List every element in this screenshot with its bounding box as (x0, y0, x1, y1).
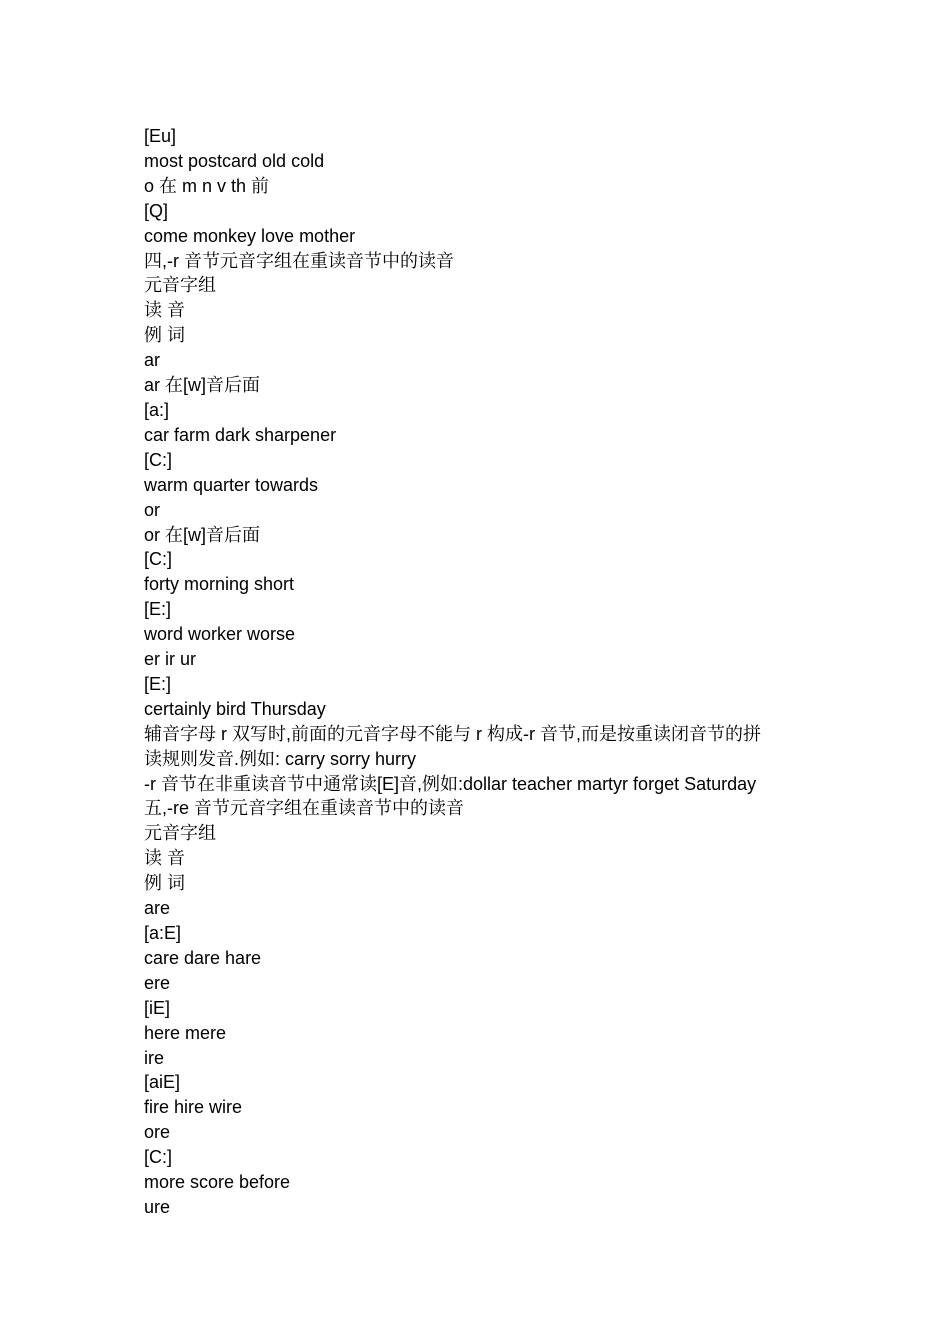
phonetic-label: [Q] (144, 200, 169, 221)
paragraph-line: -r 音节在非重读音节中通常读[E]音,例如:dollar teacher martyr forget Saturday (144, 773, 757, 794)
example-words: forty morning short (144, 574, 295, 595)
paragraph-line: 读规则发音.例如: carry sorry hurry (144, 748, 417, 769)
vowel-group: are (144, 898, 171, 919)
vowel-group: ire (144, 1047, 165, 1068)
vowel-group: or (144, 499, 161, 520)
example-words: here mere (144, 1022, 227, 1043)
vowel-group: er ir ur (144, 649, 197, 670)
section-heading: 五,-re 音节元音字组在重读音节中的读音 (144, 798, 464, 819)
example-words: come monkey love mother (144, 225, 356, 246)
phonetic-label: [aiE] (144, 1072, 181, 1093)
example-words: fire hire wire (144, 1097, 243, 1118)
phonetic-label: [a:] (144, 399, 170, 420)
phonetic-label: [C:] (144, 549, 173, 570)
column-header-examples: 例 词 (144, 325, 186, 346)
phonetic-label: [C:] (144, 449, 173, 470)
phonetic-label: [E:] (144, 673, 172, 694)
example-words: word worker worse (144, 624, 296, 645)
phonetic-label: [C:] (144, 1147, 173, 1168)
column-header-pronunciation: 读 音 (144, 848, 186, 869)
rule-note: o 在 m n v th 前 (144, 175, 270, 196)
example-words: most postcard old cold (144, 150, 325, 171)
vowel-group: ere (144, 972, 171, 993)
example-words: more score before (144, 1172, 291, 1193)
column-header-examples: 例 词 (144, 873, 186, 894)
example-words: car farm dark sharpener (144, 424, 337, 445)
phonetic-label: [a:E] (144, 923, 182, 943)
vowel-group: ar (144, 350, 161, 371)
example-words: care dare hare (144, 947, 262, 968)
phonetic-label: [iE] (144, 997, 171, 1018)
phonetic-label: [Eu] (144, 126, 177, 146)
example-words: warm quarter towards (144, 474, 319, 495)
vowel-group: ure (144, 1196, 171, 1217)
paragraph-line: 辅音字母 r 双写时,前面的元音字母不能与 r 构成-r 音节,而是按重读闭音节的拼 (144, 723, 761, 744)
rule-note: ar 在[w]音后面 (144, 375, 261, 396)
document-body (144, 124, 824, 1220)
rule-note: or 在[w]音后面 (144, 524, 261, 545)
section-heading: 四,-r 音节元音字组在重读音节中的读音 (144, 250, 454, 271)
example-words: certainly bird Thursday (144, 698, 326, 719)
vowel-group: ore (144, 1122, 171, 1143)
column-header-vowel-group: 元音字组 (144, 275, 216, 296)
column-header-vowel-group: 元音字组 (144, 823, 216, 844)
column-header-pronunciation: 读 音 (144, 300, 186, 321)
phonetic-label: [E:] (144, 599, 172, 620)
